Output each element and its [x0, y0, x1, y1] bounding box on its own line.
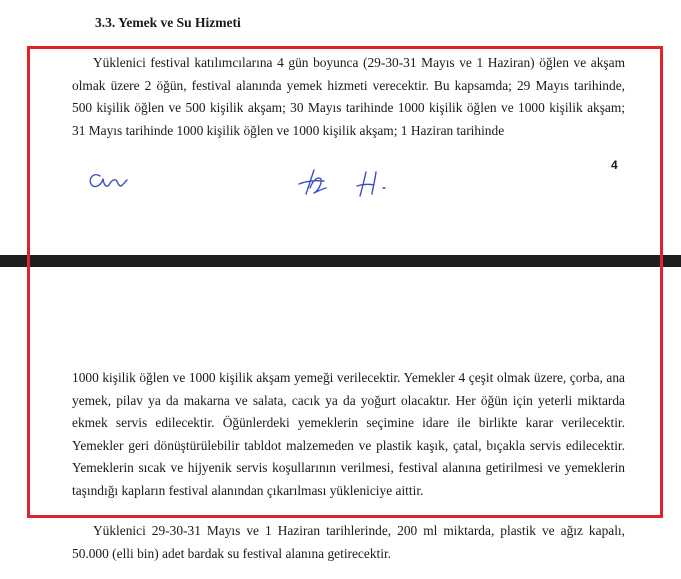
page-number: 4 [611, 158, 618, 172]
signature-mark-3 [357, 172, 385, 196]
signature-mark-1 [90, 175, 127, 187]
section-heading: 3.3. Yemek ve Su Hizmeti [95, 15, 241, 30]
page-break-divider [0, 255, 681, 267]
signature-mark-2 [299, 170, 326, 194]
meal-service-continued-paragraph: 1000 kişilik öğlen ve 1000 kişilik akşam yemeği verilecektir. Yemekler 4 çeşit olmak üzere, çorba, ana yemek, pilav ya da makarna ve salata, cacık ya da yoğurt olacaktır. Her öğün için yeterli miktarda ekmek servis edilecektir. Öğünlerdeki yemeklerin seçimine idare ile birlikte karar verilecektir. Yemekler geri dönüştürülebilir tabldot malzemeden ve plastik kaşık, çatal, bıçakla servis edilecektir. Yemeklerin sıcak ve hijyenik servis koşullarının verilmesi, festival alanına getirilmesi ve yemeklerin taşındığı kapların festival alanından çıkarılması yükleniciye aittir. [72, 370, 625, 498]
water-service-paragraph: Yüklenici 29-30-31 Mayıs ve 1 Haziran tarihlerinde, 200 ml miktarda, plastik ve ağız kapalı, 50.000 (elli bin) adet bardak su festival alanına getirecektir. [72, 523, 625, 561]
meal-service-paragraph: Yüklenici festival katılımcılarına 4 gün boyunca (29-30-31 Mayıs ve 1 Haziran) öğlen ve akşam olmak üzere 2 öğün, festival alanında yemek hizmeti verecektir. Bu kapsamda; 29 Mayıs tarihinde, 500 kişilik öğlen ve 500 kişilik akşam; 30 Mayıs tarihinde 1000 kişilik öğlen ve 1000 kişilik akşam; 31 Mayıs tarihinde 1000 kişilik öğlen ve 1000 kişilik akşam; 1 Haziran tarihinde [72, 55, 625, 138]
